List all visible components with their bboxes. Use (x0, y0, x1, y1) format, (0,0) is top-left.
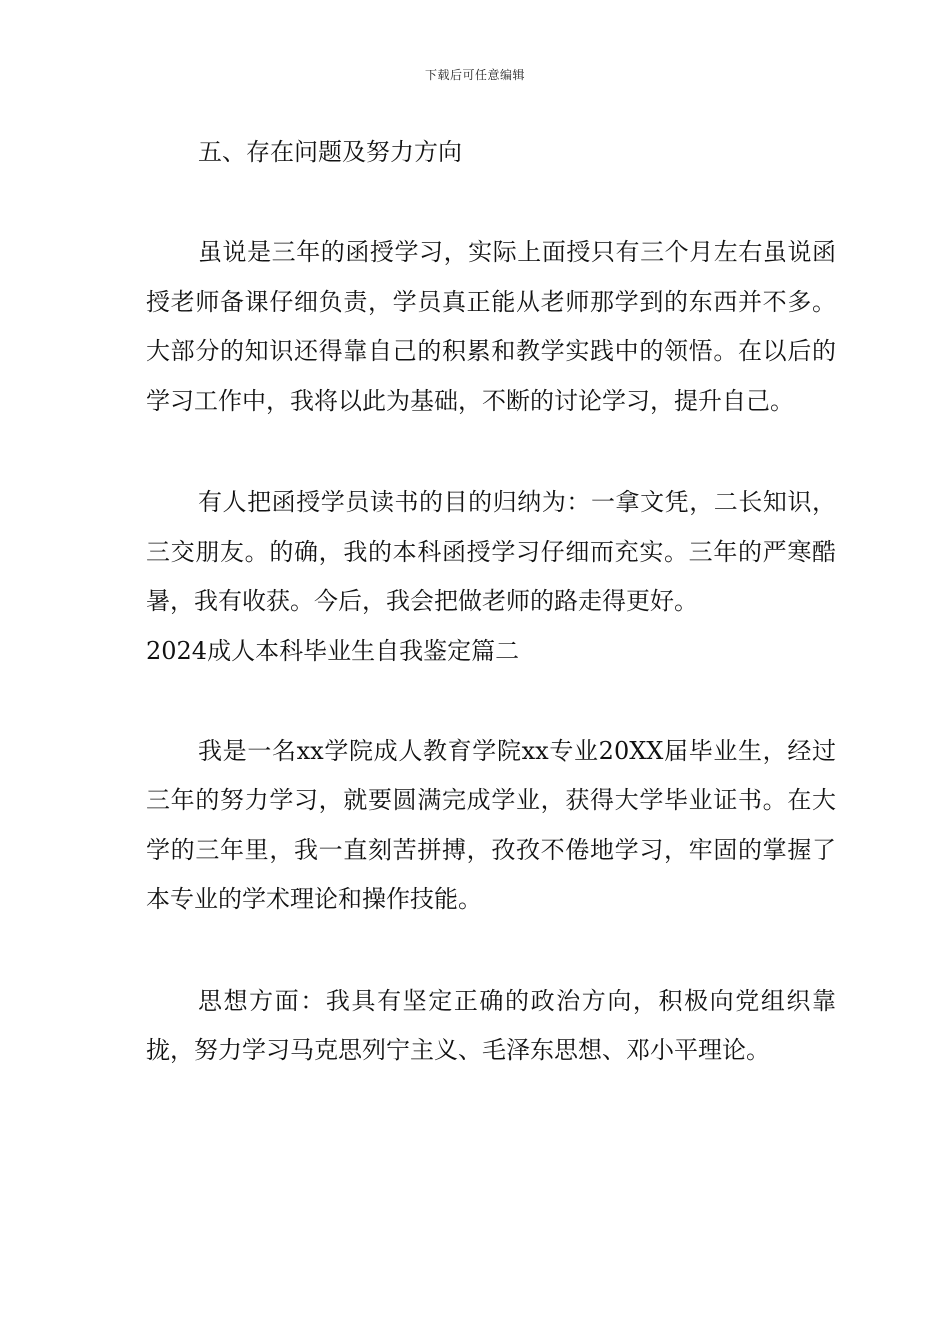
spacer (146, 426, 836, 478)
spacer (146, 925, 836, 977)
spacer (146, 675, 836, 727)
section-heading: 五、存在问题及努力方向 (198, 138, 462, 166)
document-body (146, 128, 836, 1076)
spacer (146, 176, 836, 228)
page-header-note: 下载后可任意编辑 (424, 68, 525, 82)
body-paragraph: 我是一名xx学院成人教育学院xx专业20XX届毕业生，经过三年的努力学习，就要圆满完成学业，获得大学毕业证书。在大学的三年里，我一直刻苦拼搏，孜孜不倦地学习，牢固的掌握了本专业的学术理论和操作技能。 (146, 736, 836, 913)
article-title: 2024成人本科毕业生自我鉴定篇二 (146, 636, 520, 665)
body-paragraph: 虽说是三年的函授学习，实际上面授只有三个月左右虽说函授老师备课仔细负责，学员真正能从老师那学到的东西并不多。大部分的知识还得靠自己的积累和教学实践中的领悟。在以后的学习工作中，我将以此为基础，不断的讨论学习，提升自己。 (146, 238, 836, 415)
body-paragraph: 思想方面：我具有坚定正确的政治方向，积极向党组织靠拢，努力学习马克思列宁主义、毛泽东思想、邓小平理论。 (146, 986, 836, 1064)
body-paragraph: 有人把函授学员读书的目的归纳为：一拿文凭，二长知识，三交朋友。的确，我的本科函授学习仔细而充实。三年的严寒酷暑，我有收获。今后，我会把做老师的路走得更好。 (146, 488, 836, 615)
